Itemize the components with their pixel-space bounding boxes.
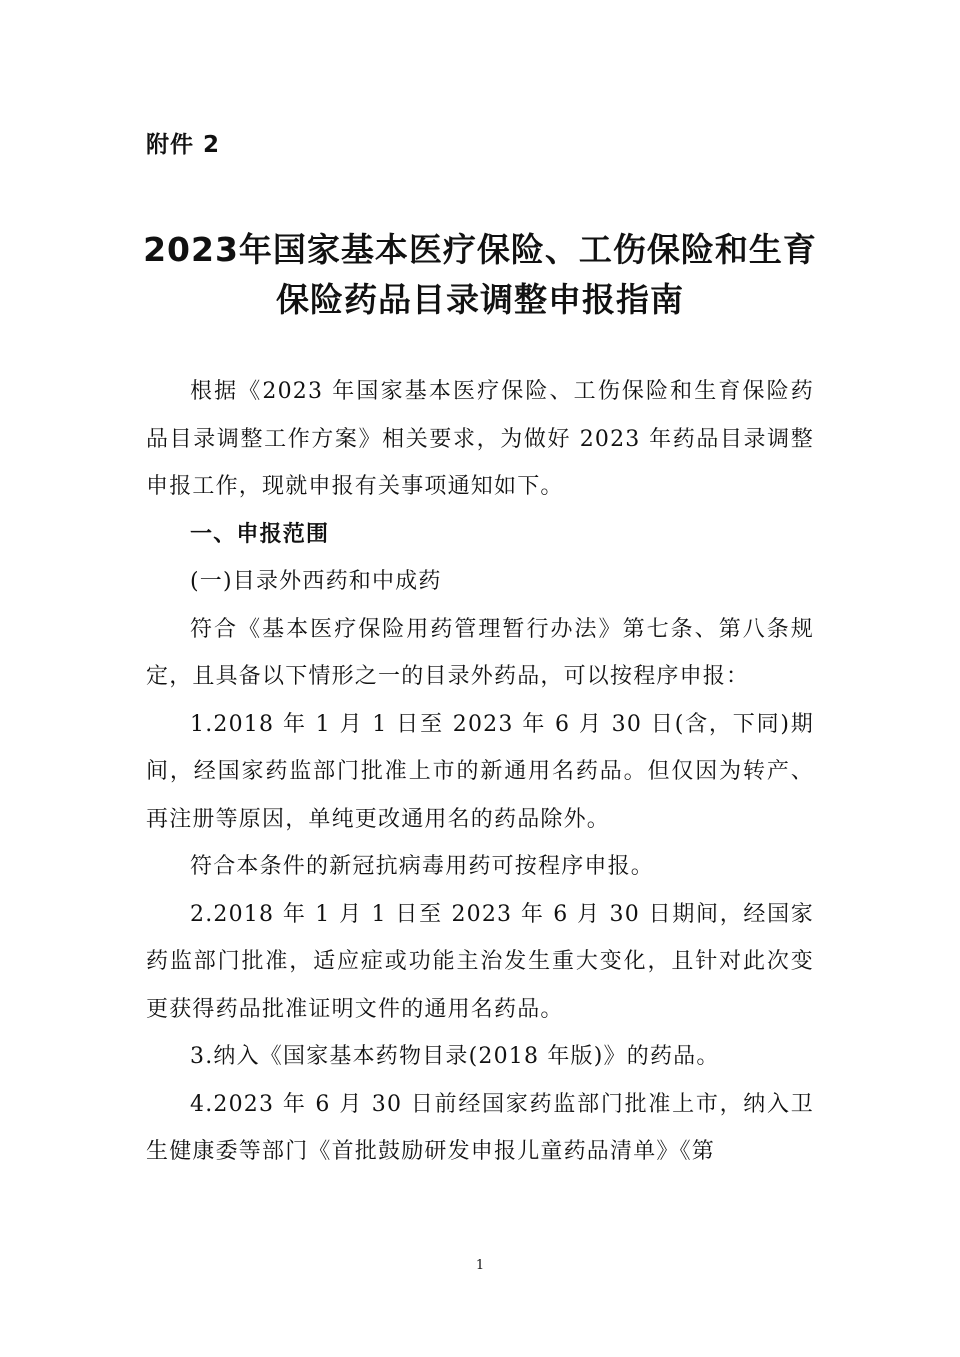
subsection-heading: (一)目录外西药和中成药 [190, 569, 442, 594]
list-item-2: 2.2018 年 1 月 1 日至 2023 年 6 月 30 日期间，经国家药监部门批准，适应症或功能主治发生重大变化，且针对此次变更获得药品批准证明文件的通用名药品。 [146, 901, 814, 1022]
attachment-label: 附件 2 [146, 132, 221, 158]
document-body [146, 368, 814, 1176]
document-title-line-1: 2023年国家基本医疗保险、工伤保险和生育 [143, 230, 817, 269]
page-number: 1 [475, 1258, 485, 1273]
paragraph-intro: 根据《2023 年国家基本医疗保险、工伤保险和生育保险药品目录调整工作方案》相关要求，为做好 2023 年药品目录调整申报工作，现就申报有关事项通知如下。 [146, 379, 814, 499]
section-heading-scope: 一、申报范围 [190, 521, 330, 547]
list-item-4: 4.2023 年 6 月 30 日前经国家药监部门批准上市，纳入卫生健康委等部门《首批鼓励研发申报儿童药品清单》《第 [146, 1091, 814, 1164]
document-title-line-2: 保险药品目录调整申报指南 [276, 280, 684, 319]
paragraph-note: 符合本条件的新冠抗病毒用药可按程序申报。 [190, 854, 655, 879]
list-item-3: 3.纳入《国家基本药物目录(2018 年版)》的药品。 [190, 1044, 720, 1069]
list-item-1: 1.2018 年 1 月 1 日至 2023 年 6 月 30 日(含，下同)期间，经国家药监部门批准上市的新通用名药品。但仅因为转产、再注册等原因，单纯更改通用名的药品除外。 [146, 711, 814, 832]
paragraph: 符合《基本医疗保险用药管理暂行办法》第七条、第八条规定，且具备以下情形之一的目录外药品，可以按程序申报： [146, 616, 814, 689]
